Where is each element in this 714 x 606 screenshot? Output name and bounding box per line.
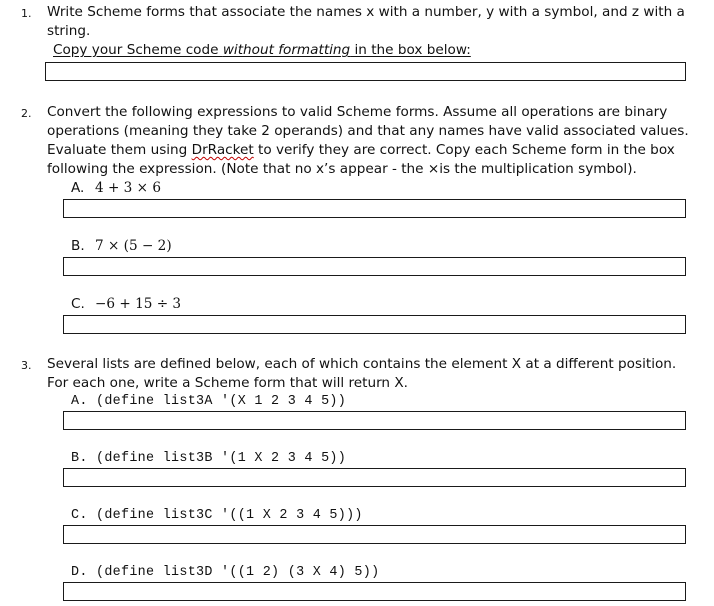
q2-text-line1: Convert the following expressions to valid Scheme forms. Assume all operations are binary bbox=[47, 104, 668, 120]
q3-item-a-code: A. (define list3A '(X 1 2 3 4 5)) bbox=[71, 394, 347, 409]
q2-line3-pre: Evaluate them using bbox=[47, 142, 192, 158]
q1-line3-emphasis: without formatting bbox=[222, 42, 351, 58]
q2-item-c-answer-box[interactable] bbox=[63, 315, 686, 334]
q3-text-line1: Several lists are defined below, each of which contains the element X at a different position. bbox=[47, 356, 677, 372]
q3-item-c-answer-box[interactable] bbox=[63, 525, 686, 544]
q3-item-b-code: B. (define list3B '(1 X 2 3 4 5)) bbox=[71, 451, 347, 466]
q3-text-line2: For each one, write a Scheme form that will return X. bbox=[47, 375, 408, 391]
q2-item-a-label: A. bbox=[71, 180, 85, 196]
q2-text-line3 bbox=[47, 142, 675, 158]
q3-number: 3. bbox=[21, 359, 32, 372]
q1-text-line1: Write Scheme forms that associate the names x with a number, y with a symbol, and z with a bbox=[47, 4, 685, 20]
q2-drracket-word: DrRacket bbox=[191, 142, 254, 158]
q2-line3-post: to verify they are correct. Copy each Scheme form in the box bbox=[253, 142, 675, 158]
q1-text-line2: string. bbox=[47, 23, 91, 39]
q2-item-c-expression: −6 + 15 ÷ 3 bbox=[95, 296, 182, 312]
q3-item-c-code: C. (define list3C '((1 X 2 3 4 5))) bbox=[71, 508, 363, 523]
q3-item-b-answer-box[interactable] bbox=[63, 468, 686, 487]
q1-line3-post: in the box below: bbox=[350, 42, 471, 58]
q3-item-d-code: D. (define list3D '((1 2) (3 X 4) 5)) bbox=[71, 565, 380, 580]
q2-item-b-answer-box[interactable] bbox=[63, 257, 686, 276]
q1-text-line3 bbox=[53, 42, 471, 58]
q1-line3-pre: Copy your Scheme code bbox=[53, 42, 223, 58]
q1-number: 1. bbox=[21, 7, 32, 20]
q2-item-a-expression: 4 + 3 × 6 bbox=[95, 180, 162, 196]
q2-text-line4: following the expression. (Note that no x’s appear - the ×is the multiplication symbol). bbox=[47, 161, 637, 177]
q2-item-c-label: C. bbox=[71, 296, 85, 312]
q2-number: 2. bbox=[21, 107, 32, 120]
q1-answer-box[interactable] bbox=[45, 62, 686, 81]
q2-item-a-answer-box[interactable] bbox=[63, 199, 686, 218]
q2-text-line2: operations (meaning they take 2 operands) and that any names have valid associated values. bbox=[47, 123, 689, 139]
q3-item-d-answer-box[interactable] bbox=[63, 582, 686, 601]
q2-item-b-label: B. bbox=[71, 238, 85, 254]
q2-item-b-expression: 7 × (5 − 2) bbox=[95, 238, 172, 254]
q3-item-a-answer-box[interactable] bbox=[63, 411, 686, 430]
